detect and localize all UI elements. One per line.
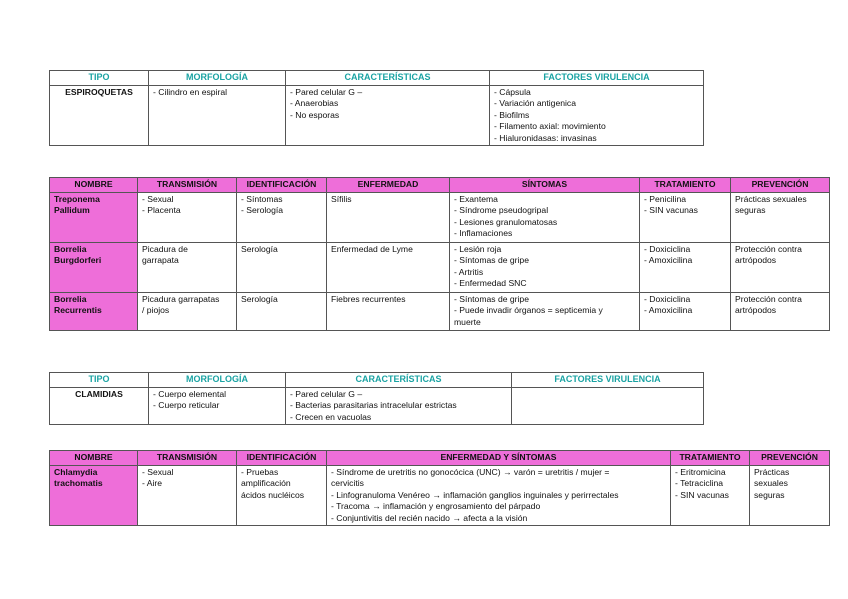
header-caracteristicas: CARACTERÍSTICAS bbox=[286, 71, 490, 86]
header-morfologia: MORFOLOGÍA bbox=[149, 373, 286, 388]
espiroquetas-species-table bbox=[49, 177, 830, 331]
cell-line: - Placenta bbox=[142, 205, 181, 215]
table-row bbox=[50, 387, 704, 425]
table-row bbox=[50, 465, 830, 526]
cell-line: artrópodos bbox=[735, 305, 777, 315]
cell-line: - SIN vacunas bbox=[644, 205, 698, 215]
nombre-cell bbox=[50, 292, 138, 330]
transmision-cell bbox=[138, 242, 237, 292]
header-factores-virulencia: FACTORES VIRULENCIA bbox=[512, 373, 704, 388]
cell-line: Prácticas sexuales bbox=[735, 193, 807, 204]
cell-line: - Doxiciclina bbox=[644, 293, 691, 304]
tratamiento-cell bbox=[640, 292, 731, 330]
cell-line: cervicitis bbox=[331, 478, 364, 488]
header-identificacion: IDENTIFICACIÓN bbox=[237, 451, 327, 466]
transmision-cell bbox=[138, 465, 237, 526]
cell-line: - Sexual bbox=[142, 193, 174, 204]
cell-line: Fiebres recurrentes bbox=[331, 293, 406, 304]
cell-line: Protección contra bbox=[735, 243, 802, 254]
header-factores-virulencia: FACTORES VIRULENCIA bbox=[490, 71, 704, 86]
cell-line: - Serología bbox=[241, 205, 284, 215]
cell-line: - Aire bbox=[142, 478, 163, 488]
cell-line: Borrelia bbox=[54, 293, 87, 304]
cell-line: Enfermedad de Lyme bbox=[331, 243, 413, 254]
header-enfermedad-sintomas: ENFERMEDAD Y SÍNTOMAS bbox=[327, 451, 671, 466]
cell-line: Serología bbox=[241, 243, 278, 254]
transmision-cell bbox=[138, 192, 237, 242]
cell-line: Chlamydia bbox=[54, 466, 98, 477]
sintomas-cell bbox=[450, 242, 640, 292]
cell-line: - Síntomas bbox=[241, 193, 283, 204]
nombre-cell bbox=[50, 242, 138, 292]
tipo-cell: ESPIROQUETAS bbox=[50, 85, 149, 146]
cell-line: amplificación bbox=[241, 478, 291, 488]
table-row bbox=[50, 242, 830, 292]
caracteristicas-cell bbox=[286, 387, 512, 425]
factores-cell bbox=[512, 387, 704, 425]
cell-line: Sífilis bbox=[331, 193, 352, 204]
espiroquetas-type-table bbox=[49, 70, 704, 146]
transmision-cell bbox=[138, 292, 237, 330]
header-prevencion: PREVENCIÓN bbox=[731, 178, 830, 193]
cell-line: - Artritis bbox=[454, 266, 484, 277]
cell-line: muerte bbox=[454, 316, 481, 327]
cell-line: - Amoxicilina bbox=[644, 305, 693, 315]
cell-line: - Síntomas de gripe bbox=[454, 293, 529, 304]
cell-line: - Pared celular G – bbox=[290, 388, 363, 399]
identificacion-cell bbox=[237, 242, 327, 292]
cell-line: - Penicilina bbox=[644, 193, 687, 204]
header-row bbox=[50, 373, 704, 388]
cell-line: - Anaerobias bbox=[290, 98, 339, 108]
enfermedad-cell bbox=[327, 192, 450, 242]
cell-line: - Hialuronidasas: invasinas bbox=[494, 132, 597, 143]
sintomas-cell bbox=[450, 192, 640, 242]
cell-line: - Pruebas bbox=[241, 466, 279, 477]
header-row bbox=[50, 451, 830, 466]
cell-line: - Biofilms bbox=[494, 109, 530, 120]
header-tratamiento: TRATAMIENTO bbox=[640, 178, 731, 193]
cell-line: - Cuerpo elemental bbox=[153, 388, 227, 399]
cell-line: - Variación antigenica bbox=[494, 98, 577, 108]
cell-line: - Síndrome pseudogripal bbox=[454, 205, 549, 215]
cell-line: garrapata bbox=[142, 255, 179, 265]
header-sintomas: SÍNTOMAS bbox=[450, 178, 640, 193]
header-tipo: TIPO bbox=[50, 71, 149, 86]
header-identificacion: IDENTIFICACIÓN bbox=[237, 178, 327, 193]
cell-line: - Síndrome de uretritis no gonocócica (UNC) → varón = uretritis / mujer = bbox=[331, 466, 610, 477]
cell-line: - Linfogranuloma Venéreo → inflamación ganglios inguinales y perirrectales bbox=[331, 489, 619, 500]
cell-line: - Tracoma → inflamación y engrosamiento del párpado bbox=[331, 501, 541, 511]
cell-line: - Crecen en vacuolas bbox=[290, 411, 372, 422]
cell-line: Prácticas bbox=[754, 466, 790, 477]
tratamiento-cell bbox=[671, 465, 750, 526]
sintomas-cell bbox=[450, 292, 640, 330]
clamidias-type-table bbox=[49, 372, 704, 425]
header-prevencion: PREVENCIÓN bbox=[750, 451, 830, 466]
cell-line: - Sexual bbox=[142, 466, 174, 477]
identificacion-cell bbox=[237, 465, 327, 526]
cell-line: artrópodos bbox=[735, 255, 777, 265]
cell-line: - Lesiones granulomatosas bbox=[454, 216, 558, 227]
cell-line: - Puede invadir órganos = septicemia y bbox=[454, 305, 603, 315]
factores-cell bbox=[490, 85, 704, 146]
enfermedad-cell bbox=[327, 292, 450, 330]
caracteristicas-cell bbox=[286, 85, 490, 146]
header-enfermedad: ENFERMEDAD bbox=[327, 178, 450, 193]
cell-line: seguras bbox=[754, 489, 785, 500]
header-transmision: TRANSMISIÓN bbox=[138, 451, 237, 466]
cell-line: - Cilindro en espiral bbox=[153, 86, 228, 97]
cell-line: - Eritromicina bbox=[675, 466, 726, 477]
identificacion-cell bbox=[237, 292, 327, 330]
cell-line: Serología bbox=[241, 293, 278, 304]
cell-line: sexuales bbox=[754, 478, 788, 488]
cell-line: Pallidum bbox=[54, 205, 90, 215]
table-row bbox=[50, 192, 830, 242]
enfermedad-sintomas-cell bbox=[327, 465, 671, 526]
tratamiento-cell bbox=[640, 192, 731, 242]
cell-line: - Síntomas de gripe bbox=[454, 255, 529, 265]
cell-line: - Lesión roja bbox=[454, 243, 502, 254]
identificacion-cell bbox=[237, 192, 327, 242]
cell-line: Picadura de bbox=[142, 243, 188, 254]
cell-line: - Inflamaciones bbox=[454, 228, 513, 238]
header-row bbox=[50, 178, 830, 193]
nombre-cell bbox=[50, 465, 138, 526]
header-transmision: TRANSMISIÓN bbox=[138, 178, 237, 193]
morfologia-cell bbox=[149, 387, 286, 425]
cell-line: - Doxiciclina bbox=[644, 243, 691, 254]
cell-line: - Tetraciclina bbox=[675, 478, 724, 488]
cell-line: - SIN vacunas bbox=[675, 489, 729, 500]
header-tratamiento: TRATAMIENTO bbox=[671, 451, 750, 466]
header-morfologia: MORFOLOGÍA bbox=[149, 71, 286, 86]
cell-line: - No esporas bbox=[290, 109, 340, 120]
cell-line: Burgdorferi bbox=[54, 255, 102, 265]
clamidias-species-table bbox=[49, 450, 830, 526]
cell-line: - Bacterias parasitarias intracelular estrictas bbox=[290, 400, 457, 410]
cell-line: - Cuerpo reticular bbox=[153, 400, 220, 410]
table-row bbox=[50, 292, 830, 330]
cell-line: - Pared celular G – bbox=[290, 86, 363, 97]
cell-line: - Exantema bbox=[454, 193, 498, 204]
header-nombre: NOMBRE bbox=[50, 178, 138, 193]
cell-line: - Conjuntivitis del recién nacido → afecta a la visión bbox=[331, 512, 528, 523]
cell-line: seguras bbox=[735, 205, 766, 215]
cell-line: Picadura garrapatas bbox=[142, 293, 220, 304]
cell-line: ácidos nucléicos bbox=[241, 489, 305, 500]
nombre-cell bbox=[50, 192, 138, 242]
cell-line: trachomatis bbox=[54, 478, 103, 488]
prevencion-cell bbox=[731, 192, 830, 242]
cell-line: Protección contra bbox=[735, 293, 802, 304]
cell-line: / piojos bbox=[142, 305, 170, 315]
tipo-cell: CLAMIDIAS bbox=[50, 387, 149, 425]
enfermedad-cell bbox=[327, 242, 450, 292]
header-tipo: TIPO bbox=[50, 373, 149, 388]
tratamiento-cell bbox=[640, 242, 731, 292]
prevencion-cell bbox=[731, 292, 830, 330]
cell-line: - Enfermedad SNC bbox=[454, 278, 527, 288]
header-caracteristicas: CARACTERÍSTICAS bbox=[286, 373, 512, 388]
prevencion-cell bbox=[750, 465, 830, 526]
header-nombre: NOMBRE bbox=[50, 451, 138, 466]
cell-line: - Amoxicilina bbox=[644, 255, 693, 265]
cell-line: - Cápsula bbox=[494, 86, 531, 97]
cell-line: - Filamento axial: movimiento bbox=[494, 121, 606, 131]
cell-line: Borrelia bbox=[54, 243, 87, 254]
cell-line: Recurrentis bbox=[54, 305, 102, 315]
morfologia-cell bbox=[149, 85, 286, 146]
table-row bbox=[50, 85, 704, 146]
cell-line: Treponema bbox=[54, 193, 100, 204]
header-row bbox=[50, 71, 704, 86]
prevencion-cell bbox=[731, 242, 830, 292]
